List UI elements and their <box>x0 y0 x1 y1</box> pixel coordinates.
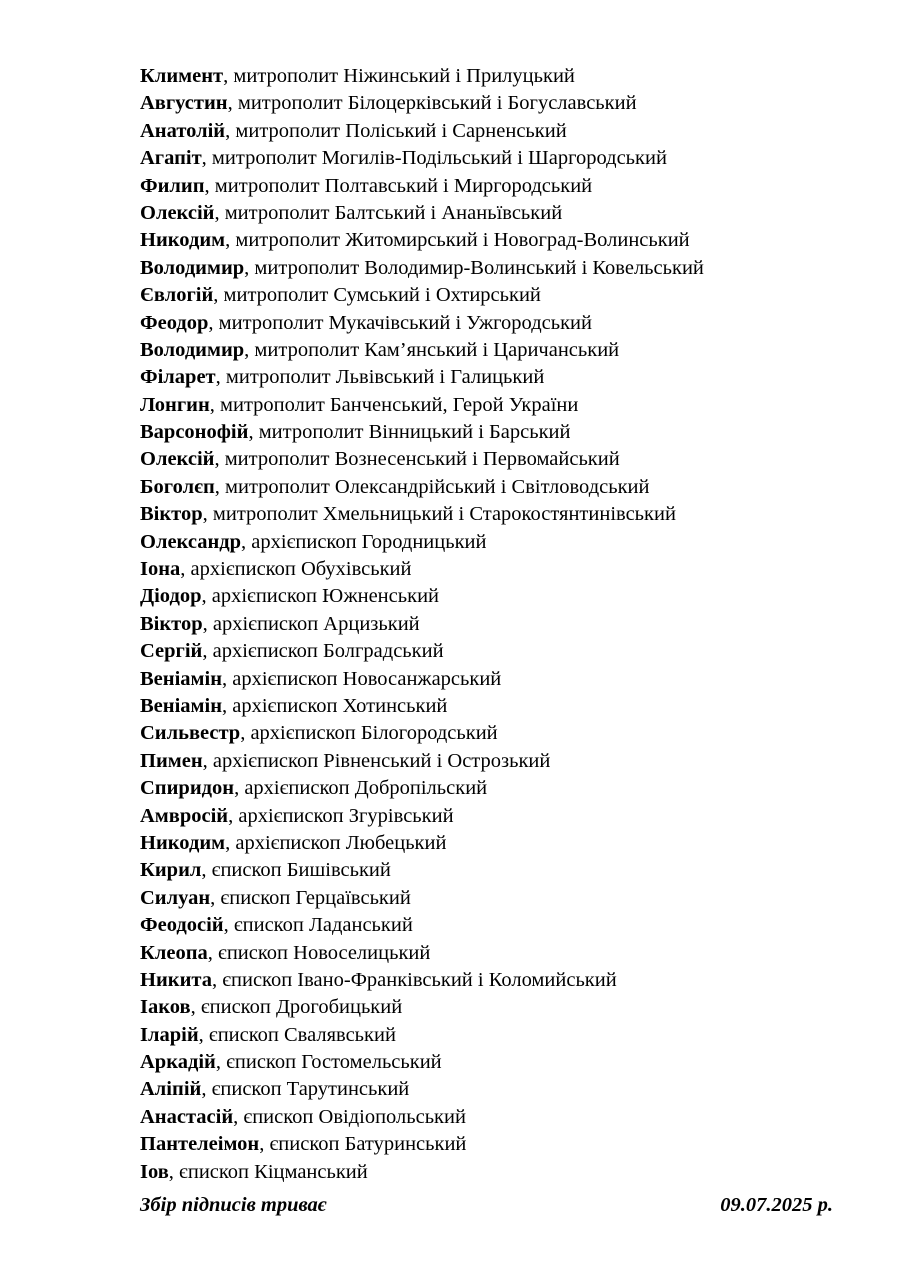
signatory-title: , митрополит Олександрійський і Світловодський <box>214 475 650 498</box>
signatory-title: , архієпископ Згурівський <box>228 804 454 827</box>
signatory-name: Пимен <box>140 749 203 772</box>
signatory-name: Филип <box>140 174 205 197</box>
signatory-title: , митрополит Хмельницький і Старокостянтинівський <box>202 503 676 526</box>
signatory-name: Амвросій <box>140 804 229 827</box>
signatory-title: , митрополит Кам’янський і Царичанський <box>244 338 620 361</box>
signatory-entry <box>140 118 860 145</box>
signatory-title: , митрополит Сумський і Охтирський <box>213 284 541 307</box>
signatory-name: Веніамін <box>140 694 222 717</box>
collection-status: Збір підписів триває <box>140 1194 327 1216</box>
signatory-entry <box>140 994 860 1021</box>
signatory-entry <box>140 392 860 419</box>
signatory-name: Діодор <box>140 585 202 608</box>
signatory-title: , єпископ Івано-Франківський і Коломийський <box>211 968 617 991</box>
signatory-entry <box>140 255 860 282</box>
signatory-name: Володимир <box>140 256 245 279</box>
signatory-title: , єпископ Новоселицький <box>207 941 431 964</box>
signatory-name: Лонгин <box>140 393 210 416</box>
signatory-name: Іов <box>140 1160 169 1183</box>
signatory-name: Климент <box>140 65 224 87</box>
signatory-entry <box>140 63 860 90</box>
signatory-name: Анатолій <box>140 119 226 142</box>
signatory-title: , митрополит Володимир-Волинський і Ковельський <box>244 256 704 279</box>
signatory-title: , єпископ Батуринський <box>259 1133 467 1156</box>
signatory-entry <box>140 1076 860 1103</box>
signatory-name: Боголєп <box>140 475 215 498</box>
signatory-name: Олександр <box>140 530 242 553</box>
signatory-title: , архієпископ Городницький <box>241 530 487 553</box>
signatory-name: Філарет <box>140 366 216 389</box>
signatory-entry <box>140 803 860 830</box>
signatory-title: , єпископ Дрогобицький <box>190 996 403 1019</box>
signatory-entry <box>140 310 860 337</box>
signatory-title: , митрополит Мукачівський і Ужгородський <box>208 311 592 334</box>
signatory-entry <box>140 173 860 200</box>
signatory-entry <box>140 638 860 665</box>
signatory-name: Веніамін <box>140 667 222 690</box>
signatory-title: , митрополит Житомирський і Новоград-Волинський <box>225 229 690 252</box>
signatory-entry <box>140 693 860 720</box>
signatory-title: , архієпископ Білогородський <box>240 722 498 745</box>
signatory-name: Віктор <box>140 503 203 526</box>
signatory-name: Олексій <box>140 201 215 224</box>
signatory-name: Володимир <box>140 338 245 361</box>
signatory-title: , архієпископ Любецький <box>225 831 447 854</box>
signatory-name: Никодим <box>140 831 226 854</box>
signatory-title: , єпископ Свалявський <box>198 1023 396 1046</box>
signatory-entry <box>140 857 860 884</box>
signatory-title: , єпископ Бишівський <box>201 859 391 882</box>
signatory-name: Іона <box>140 558 181 581</box>
signatory-title: , єпископ Кіцманський <box>168 1160 368 1183</box>
signatory-name: Феодор <box>140 311 209 334</box>
signatory-entry <box>140 666 860 693</box>
signatory-entry <box>140 885 860 912</box>
signatory-entry <box>140 1159 860 1186</box>
signatory-name: Сильвестр <box>140 722 241 745</box>
document-date: 09.07.2025 р. <box>720 1194 833 1216</box>
signatory-name: Іларій <box>140 1023 199 1046</box>
signatory-entry <box>140 830 860 857</box>
signatory-title: , архієпископ Южненський <box>201 585 440 608</box>
signatory-entry <box>140 912 860 939</box>
signatory-entry <box>140 1131 860 1158</box>
signatory-title: , архієпископ Болградський <box>202 640 444 663</box>
signatory-title: , єпископ Овідіопольський <box>233 1105 466 1128</box>
signatory-entry <box>140 529 860 556</box>
signatory-name: Аліпій <box>140 1078 202 1101</box>
signatory-title: , єпископ Ладанський <box>223 914 413 937</box>
signatory-title: , архієпископ Обухівський <box>180 558 412 581</box>
signatory-title: , архієпископ Хотинський <box>222 694 448 717</box>
signatory-entry <box>140 337 860 364</box>
signatory-title: , митрополит Ніжинський і Прилуцький <box>223 65 575 87</box>
signatory-name: Феодосій <box>140 914 224 937</box>
signatory-title: , митрополит Вознесенський і Первомайський <box>214 448 620 471</box>
signatory-entry <box>140 967 860 994</box>
signatory-title: , архієпископ Новосанжарський <box>222 667 502 690</box>
signatory-title: , митрополит Вінницький і Барський <box>248 421 571 444</box>
signatory-title: , митрополит Балтський і Ананьївський <box>214 201 563 224</box>
signatory-entry <box>140 611 860 638</box>
signatory-entry <box>140 446 860 473</box>
signatory-entry <box>140 1022 860 1049</box>
signatory-entry <box>140 501 860 528</box>
signatory-name: Віктор <box>140 612 203 635</box>
signatory-name: Клеопа <box>140 941 208 964</box>
signatory-entry <box>140 720 860 747</box>
signatory-name: Пантелеімон <box>140 1133 260 1156</box>
signatory-name: Аркадій <box>140 1051 216 1074</box>
signatory-name: Олексій <box>140 448 215 471</box>
signatory-entry <box>140 474 860 501</box>
signatory-entry <box>140 419 860 446</box>
signatory-entry <box>140 227 860 254</box>
signatory-entry <box>140 145 860 172</box>
signatory-title: , митрополит Поліський і Сарненський <box>225 119 567 142</box>
signatory-name: Никодим <box>140 229 226 252</box>
signatory-name: Сергій <box>140 640 203 663</box>
signatory-entry <box>140 1049 860 1076</box>
signatory-entry <box>140 556 860 583</box>
signatory-name: Анастасій <box>140 1105 234 1128</box>
signatory-name: Агапіт <box>140 147 202 170</box>
signatory-name: Спиридон <box>140 777 235 800</box>
signatory-entry <box>140 1104 860 1131</box>
signatory-entry <box>140 200 860 227</box>
signatory-entry <box>140 364 860 391</box>
signatory-entry <box>140 282 860 309</box>
signatory-name: Августин <box>140 92 228 115</box>
signatory-list <box>140 63 860 1186</box>
signatory-title: , митрополит Білоцерківський і Богуславський <box>227 92 637 115</box>
signatory-name: Кирил <box>140 859 202 882</box>
signatory-title: , архієпископ Рівненський і Острозький <box>202 749 551 772</box>
signatory-entry <box>140 748 860 775</box>
signatory-entry <box>140 775 860 802</box>
signatory-name: Іаков <box>140 996 191 1019</box>
signatory-title: , єпископ Герцаївський <box>210 886 411 909</box>
signatory-title: , митрополит Львівський і Галицький <box>215 366 545 389</box>
signatory-name: Силуан <box>140 886 211 909</box>
signatory-name: Євлогій <box>140 284 214 307</box>
signatory-entry <box>140 940 860 967</box>
signatory-title: , митрополит Полтавський і Миргородський <box>204 174 593 197</box>
signatory-name: Никита <box>140 968 212 991</box>
signatory-title: , митрополит Банченський, Герой України <box>209 393 579 416</box>
signatory-title: , єпископ Тарутинський <box>201 1078 410 1101</box>
signatory-title: , єпископ Гостомельський <box>215 1051 442 1074</box>
signatory-name: Варсонофій <box>140 421 249 444</box>
signatory-entry <box>140 583 860 610</box>
signatory-title: , архієпископ Добропільский <box>234 777 488 800</box>
signatory-title: , митрополит Могилів-Подільський і Шаргородський <box>201 147 667 170</box>
signatory-title: , архієпископ Арцизький <box>202 612 420 635</box>
signatory-entry <box>140 90 860 117</box>
